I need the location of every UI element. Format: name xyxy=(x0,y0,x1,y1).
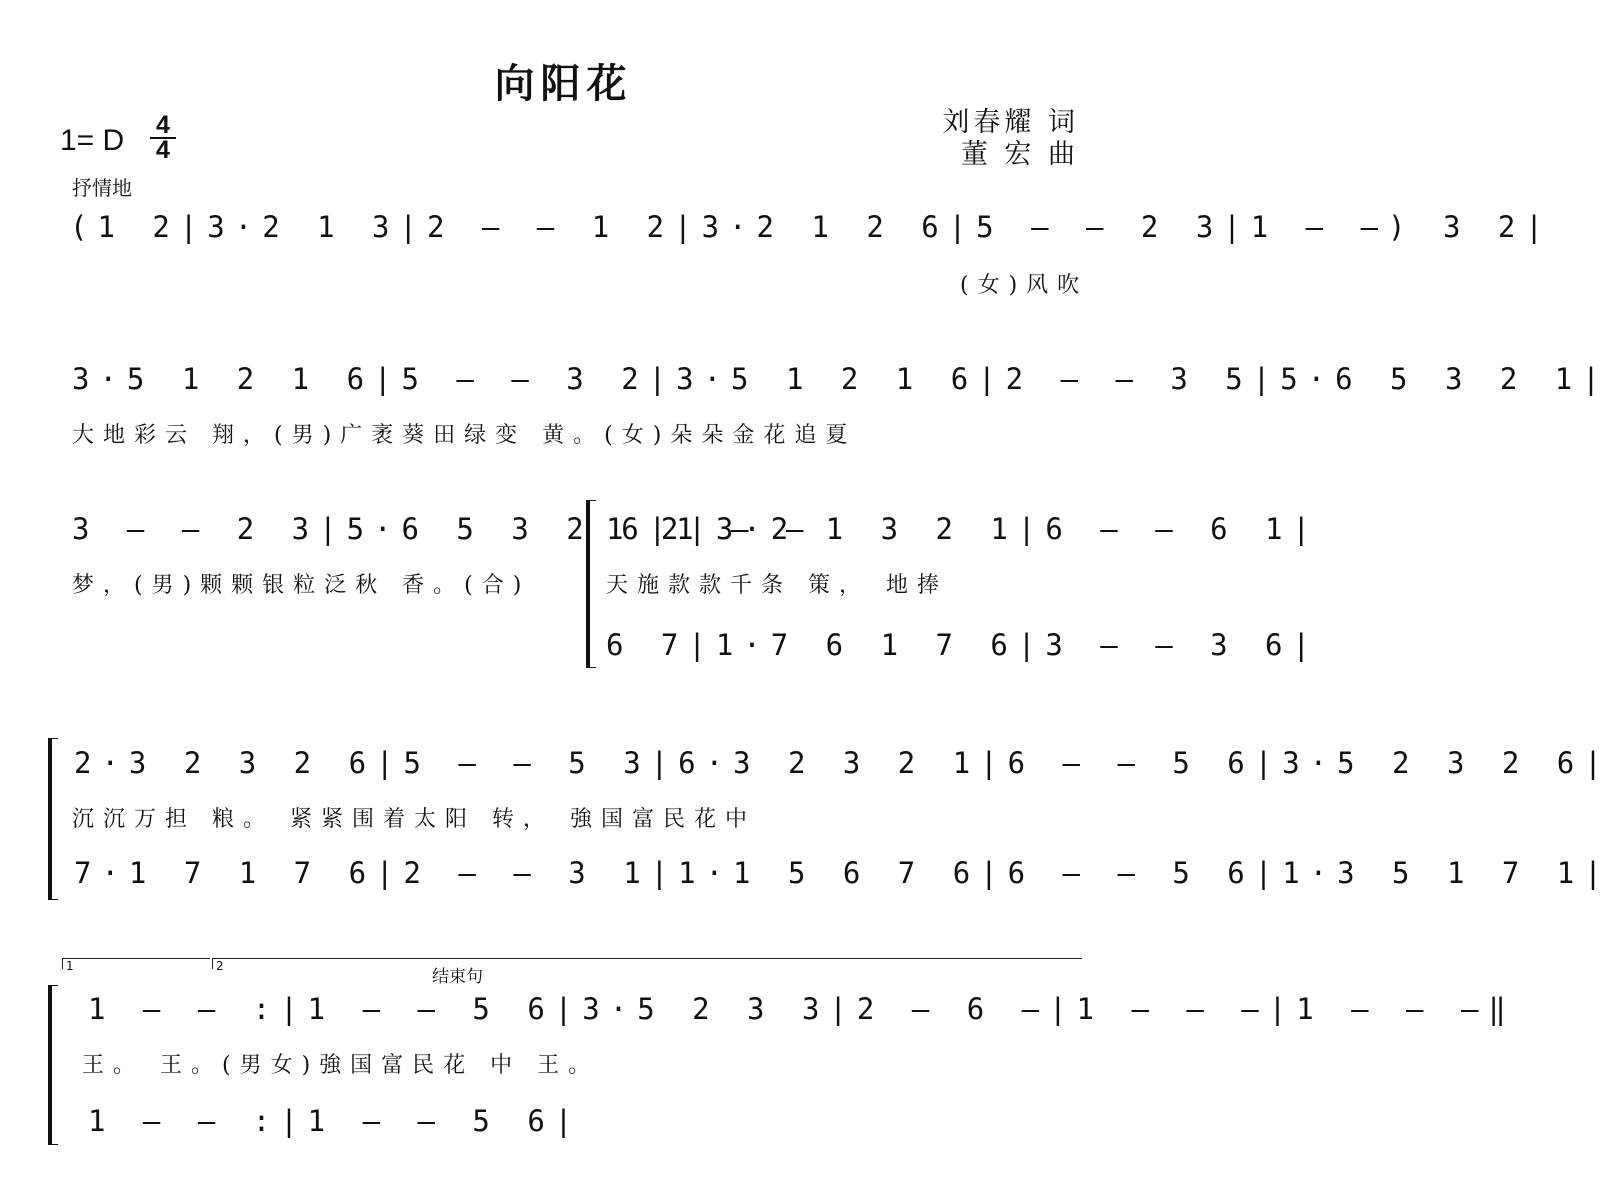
time-signature-bottom: 4 xyxy=(150,137,176,162)
song-title: 向阳花 xyxy=(494,60,633,107)
lyrics-line-5: 王。 王。(男女)強国富民花 中 王。 xyxy=(82,1053,600,1078)
time-signature-top: 4 xyxy=(156,111,170,139)
lower-notes-line-4: 7·1 7 1 7 6|2 – – 3 1|1·1 5 6 7 6|6 – – 5 6|1·3 5 1 7 1| xyxy=(74,856,1612,890)
score-brace xyxy=(48,985,58,1145)
lyrics-line-1: (女)风吹 xyxy=(960,273,1089,298)
lyricist-credit: 刘春耀 词 xyxy=(942,107,1079,138)
tempo-marking: 抒情地 xyxy=(72,176,132,200)
lyrics-line-3: 梦，(男)颗颗银粒泛秋 香。(合) xyxy=(72,573,531,598)
upper-notes-line-5: 1 – – :|1 – – 5 6|3·5 2 3 3|2 – 6 –|1 – – –|1 – – –‖ xyxy=(88,992,1516,1026)
composer-credit: 董 宏 曲 xyxy=(960,139,1079,170)
lyrics-line-2: 大地彩云 翔，(男)广袤葵田绿变 黄。(女)朵朵金花追夏 xyxy=(72,423,857,448)
upper-notes-line-3: 1 2|3·2 1 3 2 1|6 – – 6 1| xyxy=(606,512,1320,546)
lower-notes-line-5: 1 – – :|1 – – 5 6| xyxy=(88,1104,583,1138)
upper-notes-line-4: 2·3 2 3 2 6|5 – – 5 3|6·3 2 3 2 1|6 – – 5 6|3·5 2 3 2 6| xyxy=(74,746,1612,780)
key-signature: 1= D xyxy=(60,124,125,157)
notes-line-3: 3 – – 2 3|5·6 5 3 2 6|1 – – xyxy=(72,512,814,546)
ending-label: 结束句 xyxy=(432,967,483,987)
lower-notes-line-3: 6 7|1·7 6 1 7 6|3 – – 3 6| xyxy=(606,628,1320,662)
lyrics-line-4: 沉沉万担 粮。 紧紧围着太阳 转， 強国富民花中 xyxy=(72,807,756,832)
volta-first-ending: 1 xyxy=(62,958,210,969)
time-signature xyxy=(150,111,176,164)
volta-second-ending: 2 xyxy=(212,958,1082,969)
notes-line-1: (1 2|3·2 1 3|2 – – 1 2|3·2 1 2 6|5 – – 2 3|1 – –) 3 2| xyxy=(70,210,1553,244)
notes-line-2: 3·5 1 2 1 6|5 – – 3 2|3·5 1 2 1 6|2 – – 3 5|5·6 5 3 2 1| xyxy=(72,362,1610,396)
score-brace xyxy=(48,738,58,900)
score-brace xyxy=(586,500,596,668)
upper-lyrics-line-3: 天施款款千条 策， 地捧 xyxy=(606,573,948,598)
